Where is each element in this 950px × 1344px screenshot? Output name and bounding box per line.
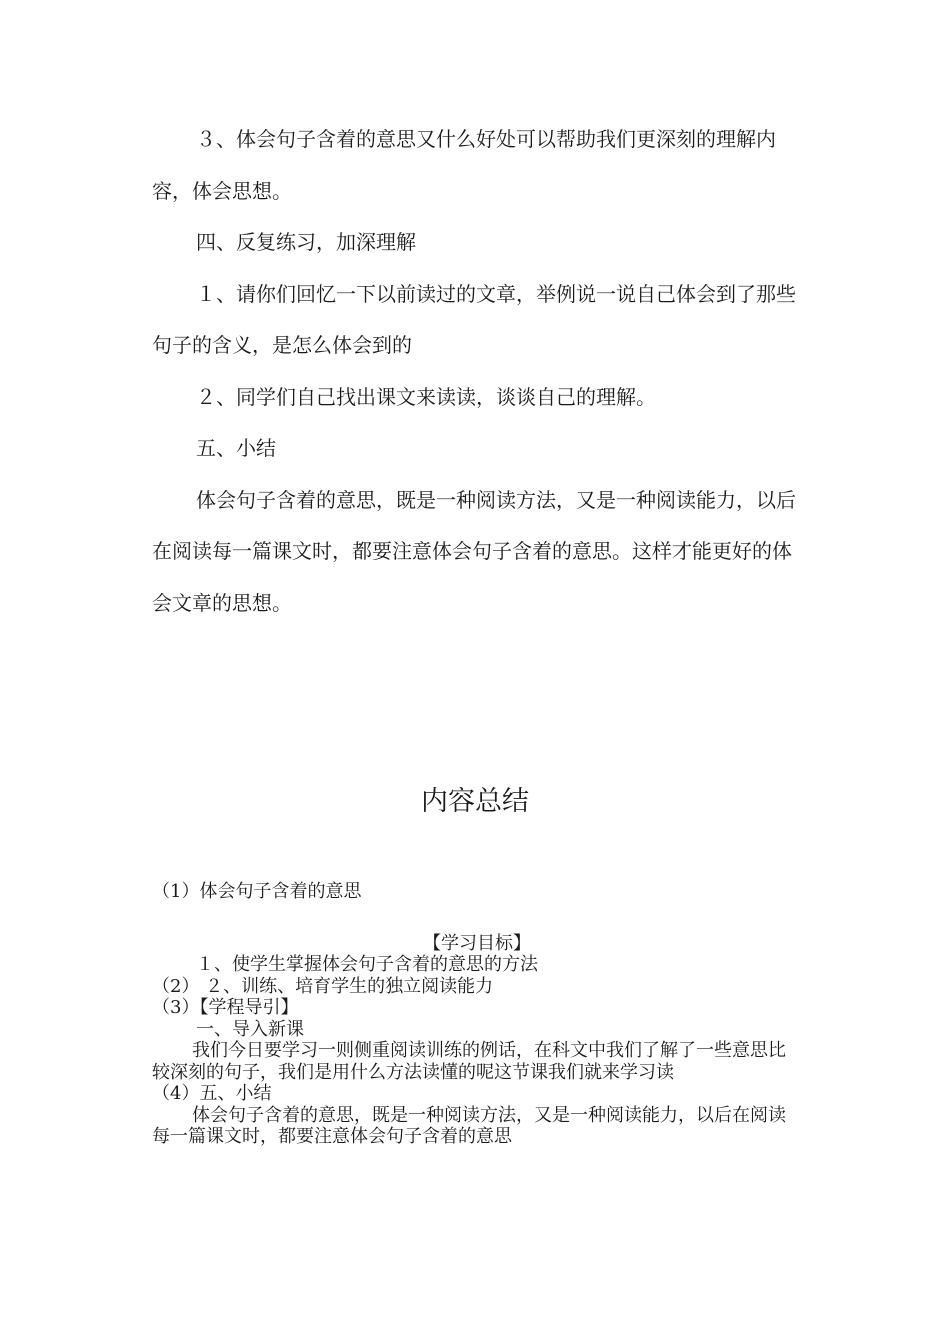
summary-title: 内容总结: [421, 786, 529, 817]
paragraph-benefit: ３、体会句子含着的意思又什么好处可以帮助我们更深刻的理解内容，体会思想。: [152, 127, 776, 203]
paragraph-recall: １、请你们回忆一下以前读过的文章，举例说一说自己体会到了那些句子的含义，是怎么体会到的: [152, 281, 796, 357]
intro-heading: 一、导入新课: [196, 1018, 304, 1040]
learning-goal-1: １、使学生掌握体会句子含着的意思的方法: [196, 954, 538, 975]
summary-item-3: （3）【学程导引】: [152, 997, 299, 1018]
heading-practice: 四、反复练习，加深理解: [196, 230, 416, 254]
summary-item-2: （2） ２、训练、培育学生的独立阅读能力: [152, 975, 494, 997]
paragraph-self-read: ２、同学们自己找出课文来读读，谈谈自己的理解。: [196, 384, 656, 409]
summary-section: [152, 881, 802, 1148]
learning-goal-heading: 【学习目标】: [423, 932, 531, 954]
heading-summary: 五、小结: [196, 436, 276, 460]
summary-item-1: （1）体会句子含着的意思: [152, 881, 362, 902]
summary-item-4: （4）五、小结: [152, 1083, 272, 1104]
conclusion-text: 体会句子含着的意思，既是一种阅读方法，又是一种阅读能力，以后在阅读每一篇课文时，都要注意体会句子含着的意思: [152, 1104, 786, 1147]
paragraph-conclusion: 体会句子含着的意思，既是一种阅读方法，又是一种阅读能力，以后在阅读每一篇课文时，都要注意体会句子含着的意思。这样才能更好的体会文章的思想。: [152, 487, 796, 615]
intro-text: 我们今日要学习一则侧重阅读训练的例话，在科文中我们了解了一些意思比较深刻的句子，我们是用什么方法读懂的呢这节课我们就来学习读: [152, 1040, 786, 1083]
body-text: [152, 114, 802, 629]
